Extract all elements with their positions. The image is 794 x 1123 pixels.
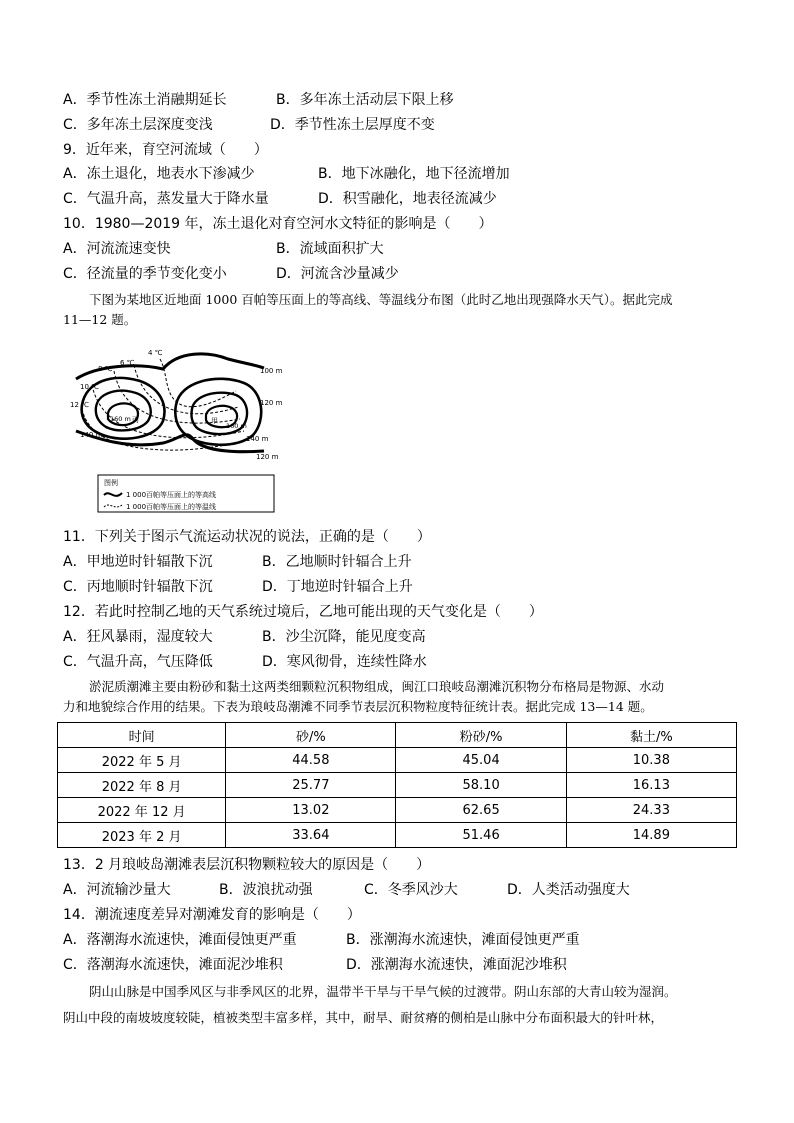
sediment-table [57,722,737,848]
q13-option-a: A．河流输沙量大 [63,882,171,898]
q14-option-c: C．落潮海水流速快，滩面泥沙堆积 [63,957,283,973]
q9-stem: 9．近年来，育空河流域（ ） [63,142,268,158]
q11-stem: 11．下列关于图示气流运动状况的说法，正确的是（ ） [63,529,431,545]
table-cell: 44.58 [226,748,396,773]
intro-11-12-line1: 下图为某地区近地面 1000 百帕等压面上的等高线、等温线分布图（此时乙地出现强降水天气）。据此完成 [89,292,673,307]
q12-option-b: B．沙尘沉降，能见度变高 [262,629,426,645]
q12-stem: 12．若此时控制乙地的天气系统过境后，乙地可能出现的天气变化是（ ） [63,604,543,620]
q11-option-a: A．甲地逆时针辐散下沉 [63,554,213,570]
label-140m-left: 140 m [80,431,103,439]
q14-option-d: D．涨潮海水流速快，滩面泥沙堆积 [346,957,567,973]
label-160m-left: 160 m [110,415,131,423]
legend-contour-label: 1 000百帕等压面上的等高线 [126,491,217,499]
q10-option-c: C．径流量的季节变化变小 [63,266,227,282]
label-140m-right: 140 m [246,435,269,443]
label-12c: 12 ℃ [70,401,89,409]
table-cell: 45.04 [396,748,566,773]
legend-title: 图例 [104,479,118,487]
label-jia: 甲 [211,417,218,425]
label-bing: 丙 [132,416,139,424]
intro-13-14 [63,677,733,717]
table-cell: 16.13 [566,773,736,798]
table-header-sand: 砂/% [226,723,396,748]
table-cell: 24.33 [566,798,736,823]
table-cell: 14.89 [566,823,736,848]
intro-11-12 [63,290,733,330]
q9-option-b: B．地下冰融化，地下径流增加 [318,166,510,182]
q13-option-c: C．冬季风沙大 [364,882,458,898]
table-cell: 25.77 [226,773,396,798]
table-header-silt: 粉砂/% [396,723,566,748]
table-cell: 2023 年 2 月 [58,823,226,848]
table-header-time: 时间 [58,723,226,748]
intro-13-14-line1: 淤泥质潮滩主要由粉砂和黏土这两类细颗粒沉积物组成，闽江口琅岐岛潮滩沉积物分布格局是物源、水动 [89,679,665,694]
table-row [58,798,737,823]
q10-option-a: A．河流流速变快 [63,241,171,257]
q11-option-c: C．丙地顺时针辐散下沉 [63,579,213,595]
q11-option-b: B．乙地顺时针辐合上升 [262,554,412,570]
intro-15-line2: 阴山中段的南坡坡度较陡，植被类型丰富多样，其中，耐旱、耐贫瘠的侧柏是山脉中分布面积最大的针叶林， [63,1010,664,1025]
q9-option-d: D．积雪融化，地表径流减少 [318,191,497,207]
label-10c: 10 ℃ [80,383,99,391]
label-8c: 8 ℃ [98,365,113,373]
table-row [58,823,737,848]
intro-15 [63,982,733,1028]
q8-option-b: B．多年冻土活动层下限上移 [276,92,454,108]
q10-option-b: B．流域面积扩大 [276,241,384,257]
table-cell: 51.46 [396,823,566,848]
q8-option-d: D．季节性冻土层厚度不变 [270,117,435,133]
q13-option-d: D．人类活动强度大 [507,882,630,898]
intro-13-14-line2: 力和地貌综合作用的结果。下表为琅岐岛潮滩不同季节表层沉积物粒度特征统计表。据此完成 13—14 题。 [63,699,653,714]
table-cell: 33.64 [226,823,396,848]
table-row [58,773,737,798]
table-cell: 62.65 [396,798,566,823]
intro-11-12-line2: 11—12 题。 [63,312,137,327]
q13-option-b: B．波浪扰动强 [219,882,313,898]
label-120m-top: 120 m [260,399,283,407]
q14-stem: 14．潮流速度差异对潮滩发育的影响是（ ） [63,907,361,923]
q12-option-c: C．气温升高，气压降低 [63,654,213,670]
q9-option-c: C．气温升高，蒸发量大于降水量 [63,191,269,207]
q14-option-b: B．涨潮海水流速快，滩面侵蚀更严重 [346,932,580,948]
q8-option-c: C．多年冻土层深度变浅 [63,117,213,133]
q11-option-d: D．丁地逆时针辐合上升 [262,579,413,595]
q13-stem: 13．2 月琅岐岛潮滩表层沉积物颗粒较大的原因是（ ） [63,857,431,873]
q14-option-a: A．落潮海水流速快，滩面侵蚀更严重 [63,932,297,948]
q10-stem: 10．1980—2019 年，冻土退化对育空河水文特征的影响是（ ） [63,216,493,232]
table-cell: 2022 年 5 月 [58,748,226,773]
q10-option-d: D．河流含沙量减少 [276,266,399,282]
label-160m-right: 160 m [226,422,247,430]
q12-option-d: D．寒风彻骨，连续性降水 [262,654,427,670]
table-cell: 13.02 [226,798,396,823]
table-header-clay: 黏土/% [566,723,736,748]
contour-isotherm-map [68,343,283,513]
q9-option-a: A．冻土退化，地表水下渗减少 [63,166,255,182]
table-cell: 2022 年 8 月 [58,773,226,798]
table-header-row [58,723,737,748]
label-6c: 6 ℃ [120,359,135,367]
label-120m-bottom: 120 m [256,453,279,461]
intro-15-line1: 阴山山脉是中国季风区与非季风区的北界，温带半干旱与干旱气候的过渡带。阴山东部的大青山较为湿润。 [89,984,677,999]
table-cell: 2022 年 12 月 [58,798,226,823]
label-4c: 4 ℃ [148,349,163,357]
table-row [58,748,737,773]
legend-isotherm-label: 1 000百帕等压面上的等温线 [126,503,217,511]
q12-option-a: A．狂风暴雨，湿度较大 [63,629,213,645]
table-cell: 10.38 [566,748,736,773]
q8-option-a: A．季节性冻土消融期延长 [63,92,227,108]
table-cell: 58.10 [396,773,566,798]
label-100m: 100 m [260,367,283,375]
